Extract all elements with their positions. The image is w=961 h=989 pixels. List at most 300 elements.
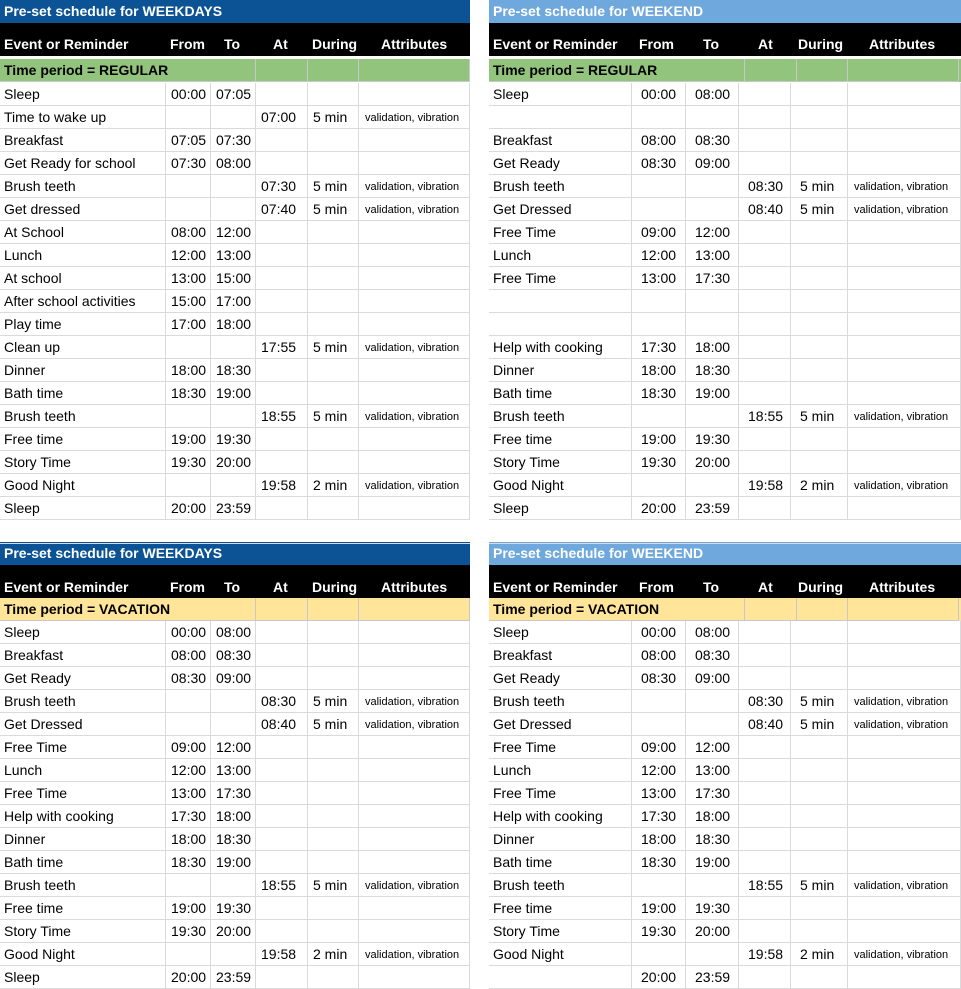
- during-cell[interactable]: [308, 313, 359, 336]
- event-cell[interactable]: Breakfast: [489, 129, 632, 152]
- from-cell[interactable]: 08:00: [632, 129, 686, 152]
- attributes-cell[interactable]: validation, vibration: [359, 874, 470, 897]
- attributes-cell[interactable]: [359, 897, 470, 920]
- event-cell[interactable]: Bath time: [489, 851, 632, 874]
- attributes-cell[interactable]: [848, 966, 961, 989]
- from-cell[interactable]: 18:00: [166, 359, 211, 382]
- event-cell[interactable]: Breakfast: [0, 644, 166, 667]
- to-cell[interactable]: 08:00: [211, 152, 256, 175]
- at-cell[interactable]: [256, 897, 308, 920]
- from-cell[interactable]: 19:30: [632, 451, 686, 474]
- from-cell[interactable]: [632, 313, 686, 336]
- during-cell[interactable]: 2 min: [308, 474, 359, 497]
- during-cell[interactable]: [791, 290, 848, 313]
- to-cell[interactable]: 20:00: [686, 451, 739, 474]
- attributes-cell[interactable]: [848, 759, 961, 782]
- to-cell[interactable]: 09:00: [211, 667, 256, 690]
- at-cell[interactable]: 08:40: [739, 713, 791, 736]
- event-cell[interactable]: Lunch: [489, 244, 632, 267]
- at-cell[interactable]: [739, 805, 791, 828]
- event-cell[interactable]: Free time: [489, 428, 632, 451]
- to-cell[interactable]: 19:00: [686, 382, 739, 405]
- from-cell[interactable]: 12:00: [166, 244, 211, 267]
- attributes-cell[interactable]: [359, 736, 470, 759]
- attributes-cell[interactable]: [359, 244, 470, 267]
- at-cell[interactable]: [256, 736, 308, 759]
- event-cell[interactable]: Sleep: [489, 83, 632, 106]
- during-cell[interactable]: [791, 920, 848, 943]
- to-cell[interactable]: 18:00: [211, 313, 256, 336]
- at-cell[interactable]: [256, 244, 308, 267]
- at-cell[interactable]: [256, 851, 308, 874]
- from-cell[interactable]: [166, 874, 211, 897]
- to-cell[interactable]: 23:59: [686, 497, 739, 520]
- attributes-cell[interactable]: [848, 382, 961, 405]
- to-cell[interactable]: 17:30: [686, 782, 739, 805]
- from-cell[interactable]: 19:00: [632, 428, 686, 451]
- during-cell[interactable]: [308, 83, 359, 106]
- during-cell[interactable]: [791, 805, 848, 828]
- to-cell[interactable]: 20:00: [211, 920, 256, 943]
- to-cell[interactable]: 23:59: [211, 497, 256, 520]
- from-cell[interactable]: 18:00: [166, 828, 211, 851]
- event-cell[interactable]: Bath time: [0, 851, 166, 874]
- during-cell[interactable]: 5 min: [308, 175, 359, 198]
- at-cell[interactable]: 08:30: [256, 690, 308, 713]
- at-cell[interactable]: [739, 129, 791, 152]
- to-cell[interactable]: 08:30: [211, 644, 256, 667]
- from-cell[interactable]: 19:30: [632, 920, 686, 943]
- from-cell[interactable]: [632, 290, 686, 313]
- event-cell[interactable]: Brush teeth: [0, 175, 166, 198]
- at-cell[interactable]: 18:55: [256, 405, 308, 428]
- during-cell[interactable]: 5 min: [308, 874, 359, 897]
- attributes-cell[interactable]: validation, vibration: [359, 943, 470, 966]
- attributes-cell[interactable]: [359, 759, 470, 782]
- during-cell[interactable]: [308, 221, 359, 244]
- from-cell[interactable]: 13:00: [632, 782, 686, 805]
- at-cell[interactable]: [256, 667, 308, 690]
- during-cell[interactable]: [791, 313, 848, 336]
- from-cell[interactable]: 18:00: [632, 359, 686, 382]
- at-cell[interactable]: [739, 851, 791, 874]
- during-cell[interactable]: [791, 129, 848, 152]
- from-cell[interactable]: 19:00: [166, 897, 211, 920]
- event-cell[interactable]: Sleep: [0, 497, 166, 520]
- at-cell[interactable]: [739, 290, 791, 313]
- at-cell[interactable]: [739, 966, 791, 989]
- from-cell[interactable]: [166, 690, 211, 713]
- from-cell[interactable]: 13:00: [166, 267, 211, 290]
- from-cell[interactable]: [166, 175, 211, 198]
- to-cell[interactable]: 20:00: [686, 920, 739, 943]
- from-cell[interactable]: 08:00: [166, 644, 211, 667]
- during-cell[interactable]: 5 min: [308, 690, 359, 713]
- from-cell[interactable]: 07:05: [166, 129, 211, 152]
- event-cell[interactable]: Good Night: [0, 943, 166, 966]
- attributes-cell[interactable]: [848, 736, 961, 759]
- attributes-cell[interactable]: validation, vibration: [848, 713, 961, 736]
- attributes-cell[interactable]: [848, 290, 961, 313]
- from-cell[interactable]: [166, 198, 211, 221]
- to-cell[interactable]: [686, 943, 739, 966]
- to-cell[interactable]: 19:00: [211, 851, 256, 874]
- attributes-cell[interactable]: validation, vibration: [848, 690, 961, 713]
- event-cell[interactable]: Lunch: [0, 244, 166, 267]
- from-cell[interactable]: [632, 106, 686, 129]
- from-cell[interactable]: 19:00: [632, 897, 686, 920]
- at-cell[interactable]: [256, 359, 308, 382]
- to-cell[interactable]: [686, 474, 739, 497]
- at-cell[interactable]: 07:00: [256, 106, 308, 129]
- at-cell[interactable]: [256, 644, 308, 667]
- to-cell[interactable]: 19:30: [211, 897, 256, 920]
- from-cell[interactable]: 12:00: [166, 759, 211, 782]
- event-cell[interactable]: Brush teeth: [489, 690, 632, 713]
- event-cell[interactable]: Free time: [489, 897, 632, 920]
- attributes-cell[interactable]: [848, 152, 961, 175]
- attributes-cell[interactable]: [848, 244, 961, 267]
- event-cell[interactable]: Get Dressed: [0, 713, 166, 736]
- from-cell[interactable]: 08:30: [632, 667, 686, 690]
- from-cell[interactable]: 08:30: [632, 152, 686, 175]
- at-cell[interactable]: [739, 428, 791, 451]
- to-cell[interactable]: 09:00: [686, 667, 739, 690]
- during-cell[interactable]: [791, 897, 848, 920]
- attributes-cell[interactable]: [359, 451, 470, 474]
- at-cell[interactable]: 17:55: [256, 336, 308, 359]
- from-cell[interactable]: 18:00: [632, 828, 686, 851]
- during-cell[interactable]: [308, 782, 359, 805]
- at-cell[interactable]: [739, 451, 791, 474]
- to-cell[interactable]: 18:30: [686, 828, 739, 851]
- at-cell[interactable]: [256, 290, 308, 313]
- to-cell[interactable]: 23:59: [211, 966, 256, 989]
- attributes-cell[interactable]: validation, vibration: [848, 474, 961, 497]
- at-cell[interactable]: [256, 83, 308, 106]
- attributes-cell[interactable]: validation, vibration: [359, 336, 470, 359]
- to-cell[interactable]: 07:30: [211, 129, 256, 152]
- during-cell[interactable]: [791, 83, 848, 106]
- to-cell[interactable]: 12:00: [686, 736, 739, 759]
- attributes-cell[interactable]: validation, vibration: [848, 943, 961, 966]
- event-cell[interactable]: Free Time: [0, 736, 166, 759]
- attributes-cell[interactable]: [848, 828, 961, 851]
- at-cell[interactable]: [256, 382, 308, 405]
- event-cell[interactable]: Sleep: [0, 83, 166, 106]
- event-cell[interactable]: Get Ready: [0, 667, 166, 690]
- attributes-cell[interactable]: [359, 851, 470, 874]
- during-cell[interactable]: [308, 428, 359, 451]
- during-cell[interactable]: [308, 667, 359, 690]
- during-cell[interactable]: 5 min: [791, 198, 848, 221]
- event-cell[interactable]: Help with cooking: [489, 336, 632, 359]
- to-cell[interactable]: 19:00: [211, 382, 256, 405]
- attributes-cell[interactable]: [359, 644, 470, 667]
- from-cell[interactable]: 09:00: [166, 736, 211, 759]
- at-cell[interactable]: [739, 336, 791, 359]
- to-cell[interactable]: 17:00: [211, 290, 256, 313]
- from-cell[interactable]: 09:00: [632, 221, 686, 244]
- at-cell[interactable]: [739, 497, 791, 520]
- during-cell[interactable]: 2 min: [791, 943, 848, 966]
- during-cell[interactable]: [308, 828, 359, 851]
- to-cell[interactable]: 12:00: [686, 221, 739, 244]
- during-cell[interactable]: 5 min: [308, 405, 359, 428]
- to-cell[interactable]: [211, 943, 256, 966]
- event-cell[interactable]: Free time: [0, 897, 166, 920]
- event-cell[interactable]: Sleep: [0, 621, 166, 644]
- to-cell[interactable]: [211, 474, 256, 497]
- event-cell[interactable]: Brush teeth: [489, 175, 632, 198]
- during-cell[interactable]: [791, 428, 848, 451]
- event-cell[interactable]: Lunch: [489, 759, 632, 782]
- during-cell[interactable]: [791, 851, 848, 874]
- attributes-cell[interactable]: [359, 966, 470, 989]
- event-cell[interactable]: Brush teeth: [0, 405, 166, 428]
- at-cell[interactable]: [256, 221, 308, 244]
- event-cell[interactable]: At school: [0, 267, 166, 290]
- from-cell[interactable]: 20:00: [166, 966, 211, 989]
- at-cell[interactable]: [739, 152, 791, 175]
- during-cell[interactable]: 5 min: [791, 690, 848, 713]
- event-cell[interactable]: Dinner: [0, 359, 166, 382]
- at-cell[interactable]: [256, 129, 308, 152]
- event-cell[interactable]: [489, 290, 632, 313]
- during-cell[interactable]: 5 min: [308, 106, 359, 129]
- during-cell[interactable]: [791, 497, 848, 520]
- from-cell[interactable]: [632, 690, 686, 713]
- to-cell[interactable]: 15:00: [211, 267, 256, 290]
- to-cell[interactable]: [211, 874, 256, 897]
- from-cell[interactable]: [632, 713, 686, 736]
- event-cell[interactable]: Story Time: [0, 451, 166, 474]
- event-cell[interactable]: Good Night: [489, 474, 632, 497]
- from-cell[interactable]: [166, 336, 211, 359]
- during-cell[interactable]: [791, 267, 848, 290]
- attributes-cell[interactable]: validation, vibration: [359, 713, 470, 736]
- attributes-cell[interactable]: validation, vibration: [359, 106, 470, 129]
- attributes-cell[interactable]: [359, 428, 470, 451]
- attributes-cell[interactable]: [359, 621, 470, 644]
- at-cell[interactable]: 08:40: [739, 198, 791, 221]
- from-cell[interactable]: 17:00: [166, 313, 211, 336]
- attributes-cell[interactable]: [359, 221, 470, 244]
- to-cell[interactable]: [686, 874, 739, 897]
- event-cell[interactable]: Time to wake up: [0, 106, 166, 129]
- to-cell[interactable]: 18:30: [211, 359, 256, 382]
- during-cell[interactable]: [791, 152, 848, 175]
- from-cell[interactable]: 00:00: [632, 83, 686, 106]
- to-cell[interactable]: [211, 690, 256, 713]
- at-cell[interactable]: 19:58: [739, 474, 791, 497]
- at-cell[interactable]: [739, 244, 791, 267]
- event-cell[interactable]: Help with cooking: [489, 805, 632, 828]
- from-cell[interactable]: [632, 175, 686, 198]
- at-cell[interactable]: [256, 805, 308, 828]
- to-cell[interactable]: 07:05: [211, 83, 256, 106]
- during-cell[interactable]: 5 min: [791, 175, 848, 198]
- from-cell[interactable]: [632, 874, 686, 897]
- during-cell[interactable]: 2 min: [308, 943, 359, 966]
- event-cell[interactable]: Brush teeth: [489, 405, 632, 428]
- to-cell[interactable]: 09:00: [686, 152, 739, 175]
- event-cell[interactable]: Dinner: [489, 828, 632, 851]
- to-cell[interactable]: [686, 405, 739, 428]
- at-cell[interactable]: [739, 313, 791, 336]
- to-cell[interactable]: [211, 713, 256, 736]
- to-cell[interactable]: 18:00: [211, 805, 256, 828]
- during-cell[interactable]: [308, 152, 359, 175]
- during-cell[interactable]: [791, 221, 848, 244]
- from-cell[interactable]: 18:30: [632, 851, 686, 874]
- at-cell[interactable]: [256, 267, 308, 290]
- attributes-cell[interactable]: [848, 267, 961, 290]
- to-cell[interactable]: 18:00: [686, 336, 739, 359]
- during-cell[interactable]: [791, 782, 848, 805]
- event-cell[interactable]: Brush teeth: [0, 690, 166, 713]
- to-cell[interactable]: 08:30: [686, 129, 739, 152]
- during-cell[interactable]: [308, 920, 359, 943]
- to-cell[interactable]: [686, 198, 739, 221]
- from-cell[interactable]: 12:00: [632, 244, 686, 267]
- at-cell[interactable]: [256, 621, 308, 644]
- at-cell[interactable]: [256, 313, 308, 336]
- at-cell[interactable]: 19:58: [739, 943, 791, 966]
- from-cell[interactable]: 18:30: [166, 851, 211, 874]
- at-cell[interactable]: [739, 759, 791, 782]
- attributes-cell[interactable]: [848, 106, 961, 129]
- event-cell[interactable]: Free Time: [0, 782, 166, 805]
- during-cell[interactable]: [791, 359, 848, 382]
- from-cell[interactable]: 19:00: [166, 428, 211, 451]
- from-cell[interactable]: 13:00: [166, 782, 211, 805]
- from-cell[interactable]: 00:00: [166, 621, 211, 644]
- during-cell[interactable]: [308, 497, 359, 520]
- during-cell[interactable]: [791, 736, 848, 759]
- during-cell[interactable]: [791, 244, 848, 267]
- from-cell[interactable]: 08:00: [166, 221, 211, 244]
- at-cell[interactable]: [256, 782, 308, 805]
- attributes-cell[interactable]: validation, vibration: [359, 405, 470, 428]
- at-cell[interactable]: [256, 152, 308, 175]
- from-cell[interactable]: 12:00: [632, 759, 686, 782]
- during-cell[interactable]: [791, 336, 848, 359]
- at-cell[interactable]: 07:30: [256, 175, 308, 198]
- at-cell[interactable]: 08:30: [739, 690, 791, 713]
- at-cell[interactable]: [256, 966, 308, 989]
- from-cell[interactable]: [632, 198, 686, 221]
- event-cell[interactable]: Get Ready: [489, 152, 632, 175]
- at-cell[interactable]: [739, 621, 791, 644]
- during-cell[interactable]: [791, 382, 848, 405]
- to-cell[interactable]: 08:00: [686, 83, 739, 106]
- from-cell[interactable]: 08:00: [632, 644, 686, 667]
- during-cell[interactable]: [791, 106, 848, 129]
- at-cell[interactable]: [739, 828, 791, 851]
- to-cell[interactable]: 08:00: [211, 621, 256, 644]
- during-cell[interactable]: [791, 966, 848, 989]
- event-cell[interactable]: Dinner: [489, 359, 632, 382]
- attributes-cell[interactable]: validation, vibration: [359, 175, 470, 198]
- to-cell[interactable]: 18:30: [686, 359, 739, 382]
- event-cell[interactable]: Good Night: [489, 943, 632, 966]
- period-label[interactable]: Time period = REGULAR: [0, 59, 256, 82]
- attributes-cell[interactable]: [359, 497, 470, 520]
- at-cell[interactable]: [739, 667, 791, 690]
- to-cell[interactable]: 19:30: [686, 897, 739, 920]
- at-cell[interactable]: [739, 782, 791, 805]
- from-cell[interactable]: 17:30: [166, 805, 211, 828]
- event-cell[interactable]: Free Time: [489, 267, 632, 290]
- from-cell[interactable]: 07:30: [166, 152, 211, 175]
- event-cell[interactable]: Breakfast: [489, 644, 632, 667]
- from-cell[interactable]: 18:30: [166, 382, 211, 405]
- to-cell[interactable]: [686, 175, 739, 198]
- event-cell[interactable]: [489, 966, 632, 989]
- at-cell[interactable]: [739, 83, 791, 106]
- to-cell[interactable]: [686, 106, 739, 129]
- during-cell[interactable]: [791, 828, 848, 851]
- event-cell[interactable]: Clean up: [0, 336, 166, 359]
- to-cell[interactable]: 13:00: [686, 759, 739, 782]
- from-cell[interactable]: 19:30: [166, 451, 211, 474]
- during-cell[interactable]: [791, 644, 848, 667]
- to-cell[interactable]: [686, 713, 739, 736]
- at-cell[interactable]: 18:55: [739, 405, 791, 428]
- event-cell[interactable]: Story Time: [489, 920, 632, 943]
- event-cell[interactable]: Get Ready: [489, 667, 632, 690]
- to-cell[interactable]: 13:00: [211, 244, 256, 267]
- from-cell[interactable]: 13:00: [632, 267, 686, 290]
- to-cell[interactable]: 23:59: [686, 966, 739, 989]
- event-cell[interactable]: [489, 106, 632, 129]
- attributes-cell[interactable]: [359, 152, 470, 175]
- at-cell[interactable]: [256, 497, 308, 520]
- to-cell[interactable]: 12:00: [211, 736, 256, 759]
- at-cell[interactable]: 18:55: [739, 874, 791, 897]
- during-cell[interactable]: [308, 805, 359, 828]
- attributes-cell[interactable]: validation, vibration: [359, 474, 470, 497]
- from-cell[interactable]: [166, 474, 211, 497]
- during-cell[interactable]: [791, 621, 848, 644]
- event-cell[interactable]: Get dressed: [0, 198, 166, 221]
- event-cell[interactable]: Get Dressed: [489, 713, 632, 736]
- at-cell[interactable]: [256, 828, 308, 851]
- during-cell[interactable]: 5 min: [791, 405, 848, 428]
- attributes-cell[interactable]: [848, 336, 961, 359]
- during-cell[interactable]: 5 min: [791, 874, 848, 897]
- to-cell[interactable]: [211, 405, 256, 428]
- during-cell[interactable]: 5 min: [308, 198, 359, 221]
- attributes-cell[interactable]: [359, 313, 470, 336]
- during-cell[interactable]: [308, 644, 359, 667]
- to-cell[interactable]: 08:30: [686, 644, 739, 667]
- at-cell[interactable]: [256, 451, 308, 474]
- period-label[interactable]: Time period = REGULAR: [489, 59, 745, 82]
- to-cell[interactable]: 19:30: [211, 428, 256, 451]
- to-cell[interactable]: [211, 106, 256, 129]
- to-cell[interactable]: [686, 290, 739, 313]
- from-cell[interactable]: 09:00: [632, 736, 686, 759]
- from-cell[interactable]: 00:00: [166, 83, 211, 106]
- to-cell[interactable]: 18:30: [211, 828, 256, 851]
- to-cell[interactable]: 18:00: [686, 805, 739, 828]
- to-cell[interactable]: 19:30: [686, 428, 739, 451]
- attributes-cell[interactable]: [848, 359, 961, 382]
- from-cell[interactable]: [166, 713, 211, 736]
- to-cell[interactable]: [686, 690, 739, 713]
